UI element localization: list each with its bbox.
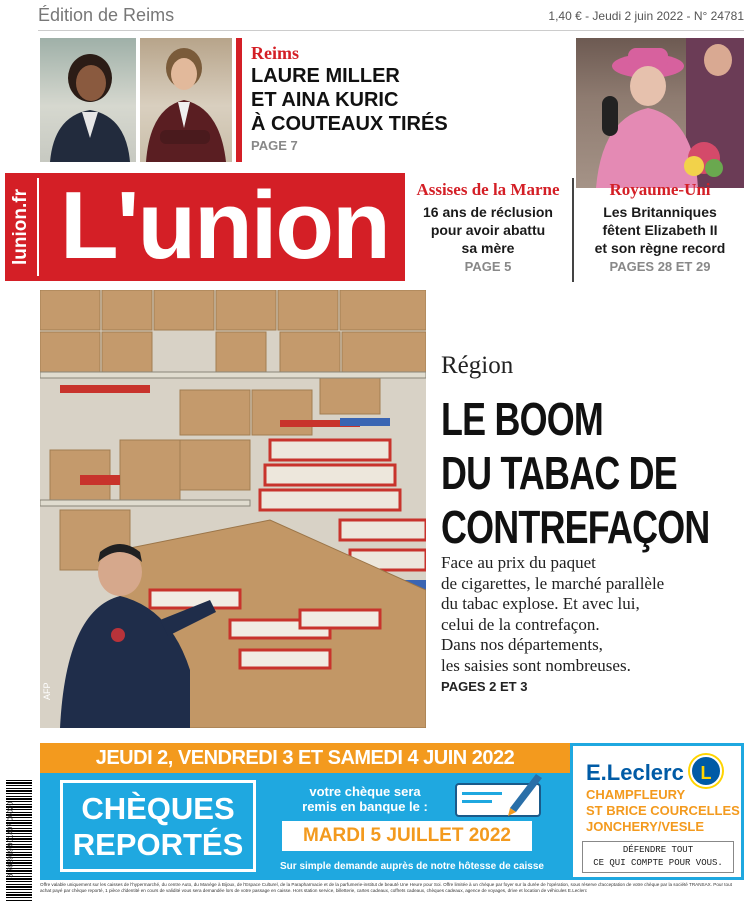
photo-credit: AFP: [42, 682, 52, 700]
masthead-logo: L'union: [60, 172, 389, 279]
main-story-pages: PAGES 2 ET 3: [441, 679, 528, 694]
photo-laure-miller: [40, 38, 136, 162]
teaser-uk-headline[interactable]: Les Britanniques fêtent Elizabeth II et son règne record: [594, 204, 726, 256]
ad-dates-banner: JEUDI 2, VENDREDI 3 ET SAMEDI 4 JUIN 2022: [40, 743, 570, 773]
teaser-divider: [572, 178, 574, 282]
barcode-number: 3 782919 901407 06020: [7, 801, 15, 878]
teaser-reims-headline[interactable]: LAURE MILLER ET AINA KURIC À COUTEAUX TIRÉS: [251, 65, 448, 135]
photo-aina-kuric: [140, 38, 232, 162]
masthead-url[interactable]: lunion.fr: [10, 189, 31, 265]
teaser-reims-kicker: Reims: [251, 43, 299, 63]
issue-info: 1,40 € - Jeudi 2 juin 2022 - N° 24781: [548, 9, 744, 23]
main-story-headline[interactable]: LE BOOM DU TABAC DE CONTREFAÇON: [441, 393, 710, 553]
ad-bank-date: MARDI 5 JUILLET 2022: [282, 821, 532, 851]
leclerc-slogan: DÉFENDRE TOUT CE QUI COMPTE POUR VOUS.: [582, 841, 734, 873]
teaser-assises-kicker: Assises de la Marne: [416, 180, 560, 199]
ad-legal-text: Offre valable uniquement sur les caisses de l'hypermarché, du centre Auto, du Manège à Bijoux, de l'Espace Culturel, de la Parapharmacie et de la parfumerie-institut de beauté Une Heure pour Soi. Offre limitée à un chèque par foyer sur la durée de l'opération, sous réserve d'acceptation de votre chèque par la société TRANSAX. Pour tout achat payé par chèque reporté, 1 pièce d'identité en cours de validité vous sera demandée lors de votre passage en caisse. Hors station service, billetterie, cartes cadeaux, coffrets cadeaux, chèques cadeaux, agence de voyages, drive et location de véhicules E.Leclerc: [40, 882, 732, 894]
photo-queen-elizabeth: [576, 38, 744, 188]
leclerc-logo: L: [690, 755, 722, 787]
teaser-assises-page: PAGE 5: [464, 259, 512, 274]
masthead-divider: [37, 178, 39, 276]
edition-label: Édition de Reims: [38, 5, 175, 25]
reims-accent-bar: [236, 38, 242, 162]
teaser-uk-page: PAGES 28 ET 29: [609, 259, 711, 274]
main-story-kicker: Région: [441, 352, 514, 379]
header-divider: [38, 30, 744, 31]
leclerc-name: E.Leclerc: [586, 760, 684, 785]
ad-cheques-reportes: CHÈQUES REPORTÉS: [60, 780, 256, 872]
teaser-uk-kicker: Royaume-Uni: [609, 180, 711, 199]
teaser-reims-page: PAGE 7: [251, 138, 298, 153]
ad-hotesse-text: Sur simple demande auprès de notre hôtesse de caisse: [280, 861, 544, 872]
teaser-assises-headline[interactable]: 16 ans de réclusion pour avoir abattu sa mère: [423, 204, 553, 256]
main-story-body: Face au prix du paquet de cigarettes, le marché parallèle du tabac explose. Et avec lui, celui de la contrefaçon. Dans nos départements, les saisies sont nombreuses.: [441, 553, 665, 675]
leclerc-stores: CHAMPFLEURY ST BRICE COURCELLES JONCHERY/VESLE: [586, 787, 740, 834]
cheque-pen-icon: [452, 770, 548, 818]
ad-remis-text: votre chèque sera remis en banque le :: [302, 784, 428, 814]
main-photo-tobacco-seizure: [40, 290, 426, 728]
